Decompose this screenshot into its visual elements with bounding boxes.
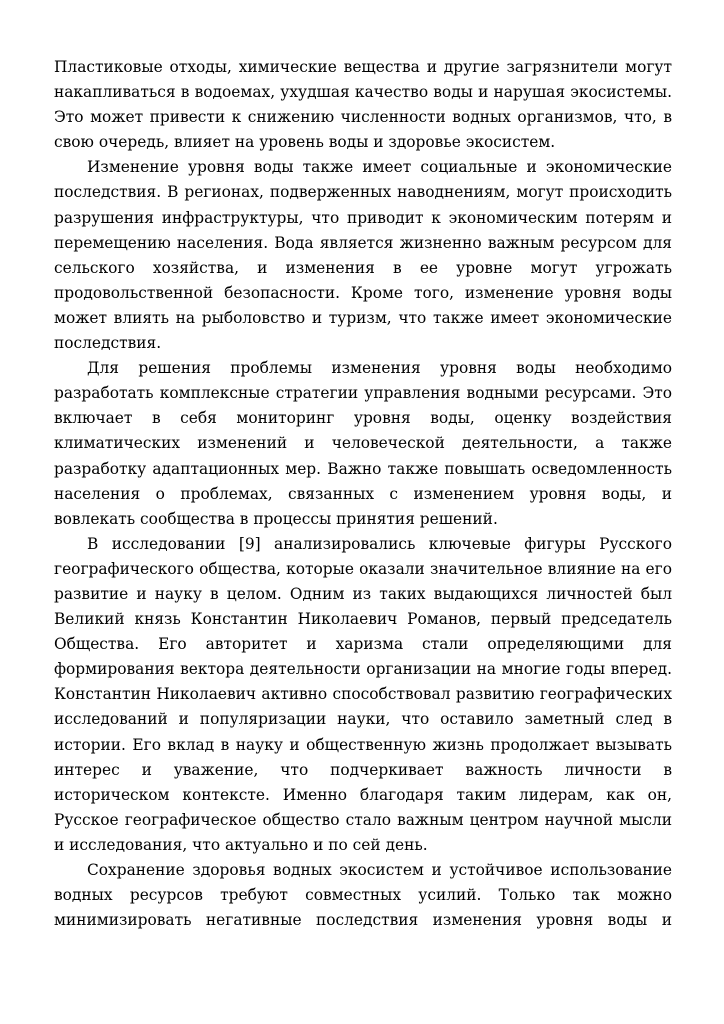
paragraph-3: Для решения проблемы изменения уровня воды необходимо разработать комплексные стратегии управления водными ресурсами. Это включает в себя мониторинг уровня воды, оценку воздействия климатических изменений и человеческой деятельности, а также разработку адаптационных мер. Важно также повышать осведомленность населения о проблемах, связанных с изменением уровня воды, и вовлекать сообщества в процессы принятия решений. [54,359,672,528]
document-page [54,55,672,933]
paragraph-5-truncated: Сохранение здоровья водных экосистем и устойчивое использование водных ресурсов требуют совместных усилий. Только так можно минимизировать негативные последствия изменения уровня воды и [54,861,672,930]
paragraph-4: В исследовании [9] анализировались ключевые фигуры Русского географического общества, которые оказали значительное влияние на его развитие и науку в целом. Одним из таких выдающихся личностей был Великий князь Константин Николаевич Романов, первый председатель Общества. Его авторитет и харизма стали определяющими для формирования вектора деятельности организации на многие годы вперед. Константин Николаевич активно способствовал развитию географических исследований и популяризации науки, что оставило заметный след в истории. Его вклад в науку и общественную жизнь продолжает вызывать интерес и уважение, что подчеркивает важность личности в историческом контексте. Именно благодаря таким лидерам, как он, Русское географическое общество стало важным центром научной мысли и исследования, что актуально и по сей день. [54,534,672,854]
paragraph-1-continued: Пластиковые отходы, химические вещества и другие загрязнители могут накапливаться в водоемах, ухудшая качество воды и нарушая экосистемы. Это может привести к снижению численности водных организмов, что, в свою очередь, влияет на уровень воды и здоровье экосистем. [54,58,672,152]
paragraph-2: Изменение уровня воды также имеет социальные и экономические последствия. В регионах, подверженных наводнениям, могут происходить разрушения инфраструктуры, что приводит к экономическим потерям и перемещению населения. Вода является жизненно важным ресурсом для сельского хозяйства, и изменения в ее уровне могут угрожать продовольственной безопасности. Кроме того, изменение уровня воды может влиять на рыболовство и туризм, что также имеет экономические последствия. [54,158,672,353]
